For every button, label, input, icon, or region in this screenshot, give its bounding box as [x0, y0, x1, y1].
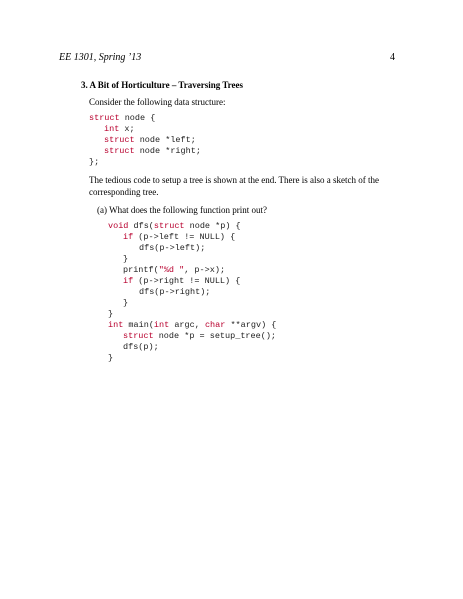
code-line: struct node *left;: [104, 135, 196, 145]
running-header-course: EE 1301, Spring ’13: [59, 52, 142, 63]
code-line: }: [108, 309, 114, 319]
code-line: struct node *p = setup_tree();: [123, 331, 277, 341]
dfs-code-block: [108, 221, 276, 364]
code-line: struct node *right;: [104, 146, 201, 156]
description-line-2: corresponding tree.: [89, 187, 159, 197]
code-line: printf("%d ", p->x);: [123, 265, 226, 275]
question-a: (a) What does the following function print out?: [97, 205, 268, 215]
section-title: 3. A Bit of Horticulture – Traversing Trees: [81, 80, 243, 90]
code-line: void dfs(struct node *p) {: [108, 221, 241, 231]
code-line: dfs(p->left);: [139, 243, 206, 253]
description-line-1: The tedious code to setup a tree is shown at the end. There is also a sketch of the: [89, 175, 379, 185]
intro-paragraph: Consider the following data structure:: [89, 97, 226, 107]
code-line: struct node {: [89, 113, 156, 123]
code-line: }: [123, 254, 129, 264]
code-line: }: [123, 298, 129, 308]
code-line: };: [89, 157, 100, 167]
struct-code-block: [89, 113, 201, 168]
page-number: 4: [390, 52, 395, 63]
code-line: if (p->right != NULL) {: [123, 276, 241, 286]
code-line: dfs(p);: [123, 342, 159, 352]
code-line: int x;: [104, 124, 135, 134]
code-line: if (p->left != NULL) {: [123, 232, 236, 242]
code-line: int main(int argc, char **argv) {: [108, 320, 277, 330]
code-line: dfs(p->right);: [139, 287, 211, 297]
code-line: }: [108, 353, 114, 363]
